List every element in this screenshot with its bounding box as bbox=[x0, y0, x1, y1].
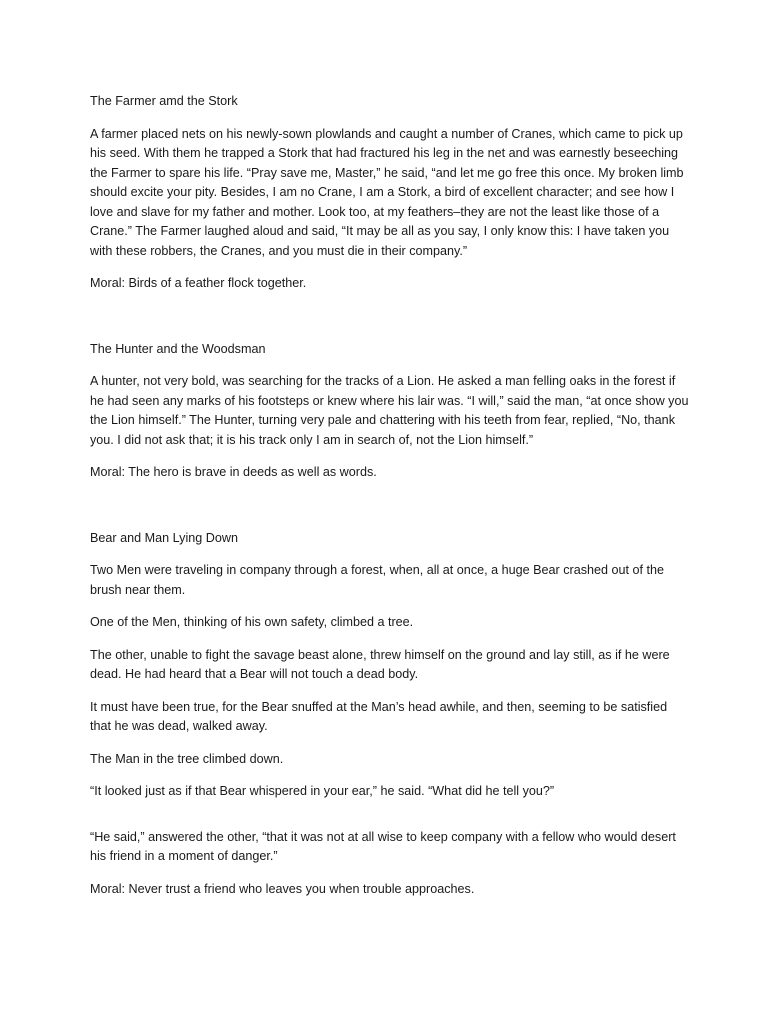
paragraph-spacer bbox=[90, 815, 690, 828]
story-spacer bbox=[90, 307, 690, 340]
story-title: The Farmer amd the Stork bbox=[90, 94, 238, 108]
story-moral: Moral: The hero is brave in deeds as well as words. bbox=[90, 465, 377, 479]
story-spacer bbox=[90, 496, 690, 529]
story-title: The Hunter and the Woodsman bbox=[90, 341, 266, 356]
story-farmer-stork bbox=[90, 92, 690, 294]
story-moral: Moral: Never trust a friend who leaves you when trouble approaches. bbox=[90, 881, 475, 896]
story-paragraph: It must have been true, for the Bear snuffed at the Man’s head awhile, and then, seeming to be satisfied that he was dead, walked away. bbox=[90, 699, 668, 733]
story-paragraph: One of the Men, thinking of his own safety, climbed a tree. bbox=[90, 615, 414, 629]
story-bear-man bbox=[90, 529, 690, 900]
document-page bbox=[90, 92, 690, 912]
story-paragraph: The other, unable to fight the savage beast alone, threw himself on the ground and lay still, as if he were dead. He had heard that a Bear will not touch a dead body. bbox=[90, 647, 670, 681]
story-paragraph: “He said,” answered the other, “that it was not at all wise to keep company with a fellow who would desert his friend in a moment of danger.” bbox=[90, 829, 676, 863]
story-paragraph: The Man in the tree climbed down. bbox=[90, 751, 284, 766]
story-paragraph: Two Men were traveling in company through a forest, when, all at once, a huge Bear crashed out of the brush near them. bbox=[90, 563, 665, 597]
story-paragraph: A hunter, not very bold, was searching for the tracks of a Lion. He asked a man felling oaks in the forest if he had seen any marks of his footsteps or knew where his lair was. “I will,” said the man, “at once show you the Lion himself.” The Hunter, turning very pale and chattering with his teeth from fear, replied, “No, thank you. I did not ask that; it is his track only I am in search of, not the Lion himself.” bbox=[90, 374, 689, 447]
story-paragraph: A farmer placed nets on his newly-sown plowlands and caught a number of Cranes, which came to pick up his seed. With them he trapped a Stork that had fractured his leg in the net and was earnestly beseeching the Farmer to spare his life. “Pray save me, Master,” he said, “and let me go free this once. My broken limb should excite your pity. Besides, I am no Crane, I am a Stork, a bird of excellent character; and see how I love and slave for my father and mother. Look too, at my feathers–they are not the least like those of a Crane.” The Farmer laughed aloud and said, “It may be all as you say, I only know this: I have taken you with these robbers, the Cranes, and you must die in their company.” bbox=[90, 126, 684, 258]
story-paragraph: “It looked just as if that Bear whispered in your ear,” he said. “What did he tell you?” bbox=[90, 784, 555, 798]
story-title: Bear and Man Lying Down bbox=[90, 530, 238, 545]
story-hunter-woodsman bbox=[90, 340, 690, 483]
story-moral: Moral: Birds of a feather flock together. bbox=[90, 276, 307, 290]
